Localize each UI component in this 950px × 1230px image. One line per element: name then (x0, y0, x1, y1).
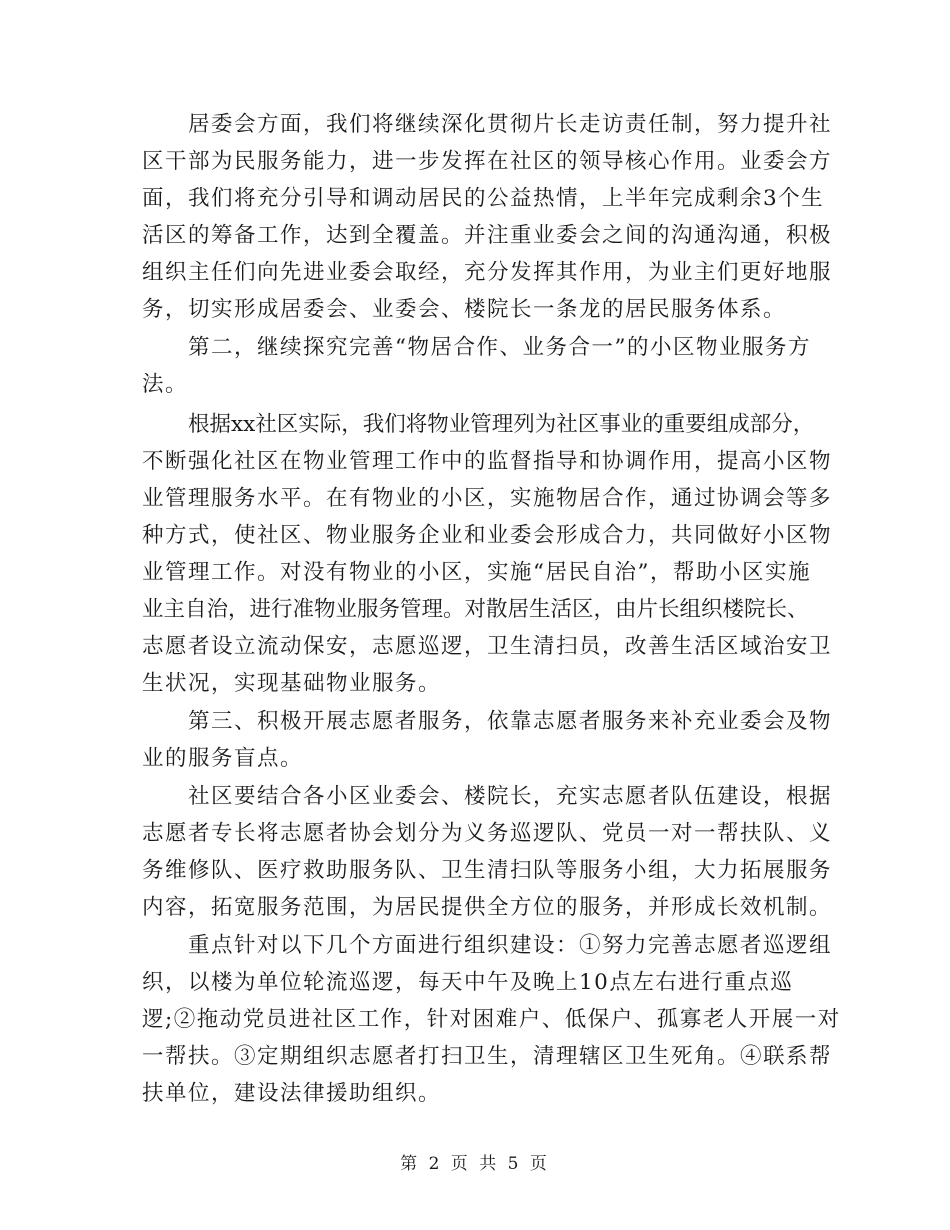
paragraph-3-line-5: 业管理工作。对没有物业的小区，实施“居民自治”，帮助小区实施 (142, 560, 811, 585)
paragraph-5-line-4: 内容，拓宽服务范围，为居民提供全方位的服务，并形成长效机制。 (142, 895, 833, 920)
paragraph-3-line-3: 业管理服务水平。在有物业的小区，实施物居合作，通过协调会等多 (142, 486, 833, 511)
paragraph-2-line-2: 法。 (142, 372, 189, 397)
paragraph-1-line-4: 活区的筹备工作，达到全覆盖。并注重业委会之间的沟通沟通，积极 (142, 223, 833, 248)
paragraph-1-line-3: 面，我们将充分引导和调动居民的公益热情，上半年完成剩余3个生 (142, 186, 825, 211)
paragraph-3-line-6: 业主自治，进行准物业服务管理。对散居生活区，由片长组织楼院长、 (142, 597, 809, 622)
paragraph-1-line-2: 区干部为民服务能力，进一步发挥在社区的领导核心作用。业委会方 (142, 149, 833, 174)
paragraph-6-line-2: 织，以楼为单位轮流巡逻，每天中午及晚上10点左右进行重点巡 (142, 970, 794, 995)
paragraph-3-line-7: 志愿者设立流动保安，志愿巡逻，卫生清扫员，改善生活区域治安卫 (142, 634, 833, 659)
paragraph-6-line-3: 逻;②拖动党员进社区工作，针对困难户、低保户、孤寡老人开展一对 (142, 1007, 841, 1032)
paragraph-1-line-5: 组织主任们向先进业委会取经，充分发挥其作用，为业主们更好地服 (142, 260, 833, 285)
paragraph-1-line-6: 务，切实形成居委会、业委会、楼院长一条龙的居民服务体系。 (142, 297, 787, 322)
paragraph-3-line-8: 生状况，实现基础物业服务。 (142, 671, 442, 696)
paragraph-1-line-1: 居委会方面，我们将继续深化贯彻片长走访责任制，努力提升社 (188, 112, 833, 137)
page-number-footer: 第 2 页 共 5 页 (400, 1154, 550, 1174)
paragraph-6-line-1: 重点针对以下几个方面进行组织建设：①努力完善志愿者巡逻组 (188, 933, 833, 958)
paragraph-6-line-4: 一帮扶。③定期组织志愿者打扫卫生，清理辖区卫生死角。④联系帮 (142, 1044, 833, 1069)
paragraph-3-line-4: 种方式，使社区、物业服务企业和业委会形成合力，共同做好小区物 (142, 523, 833, 548)
paragraph-4-line-2: 业的服务盲点。 (142, 746, 304, 771)
paragraph-3-line-2: 不断强化社区在物业管理工作中的监督指导和协调作用，提高小区物 (142, 449, 833, 474)
paragraph-5-line-3: 务维修队、医疗救助服务队、卫生清扫队等服务小组，大力拓展服务 (142, 858, 833, 883)
paragraph-6-line-5: 扶单位，建设法律援助组织。 (142, 1081, 442, 1106)
paragraph-2-line-1: 第二，继续探究完善“物居合作、业务合一”的小区物业服务方 (188, 335, 811, 360)
paragraph-4-line-1: 第三、积极开展志愿者服务，依靠志愿者服务来补充业委会及物 (188, 709, 833, 734)
paragraph-5-line-1: 社区要结合各小区业委会、楼院长，充实志愿者队伍建设，根据 (188, 784, 833, 809)
paragraph-3-line-1: 根据xx社区实际，我们将物业管理列为社区事业的重要组成部分， (188, 412, 815, 437)
paragraph-5-line-2: 志愿者专长将志愿者协会划分为义务巡逻队、党员一对一帮扶队、义 (142, 821, 833, 846)
